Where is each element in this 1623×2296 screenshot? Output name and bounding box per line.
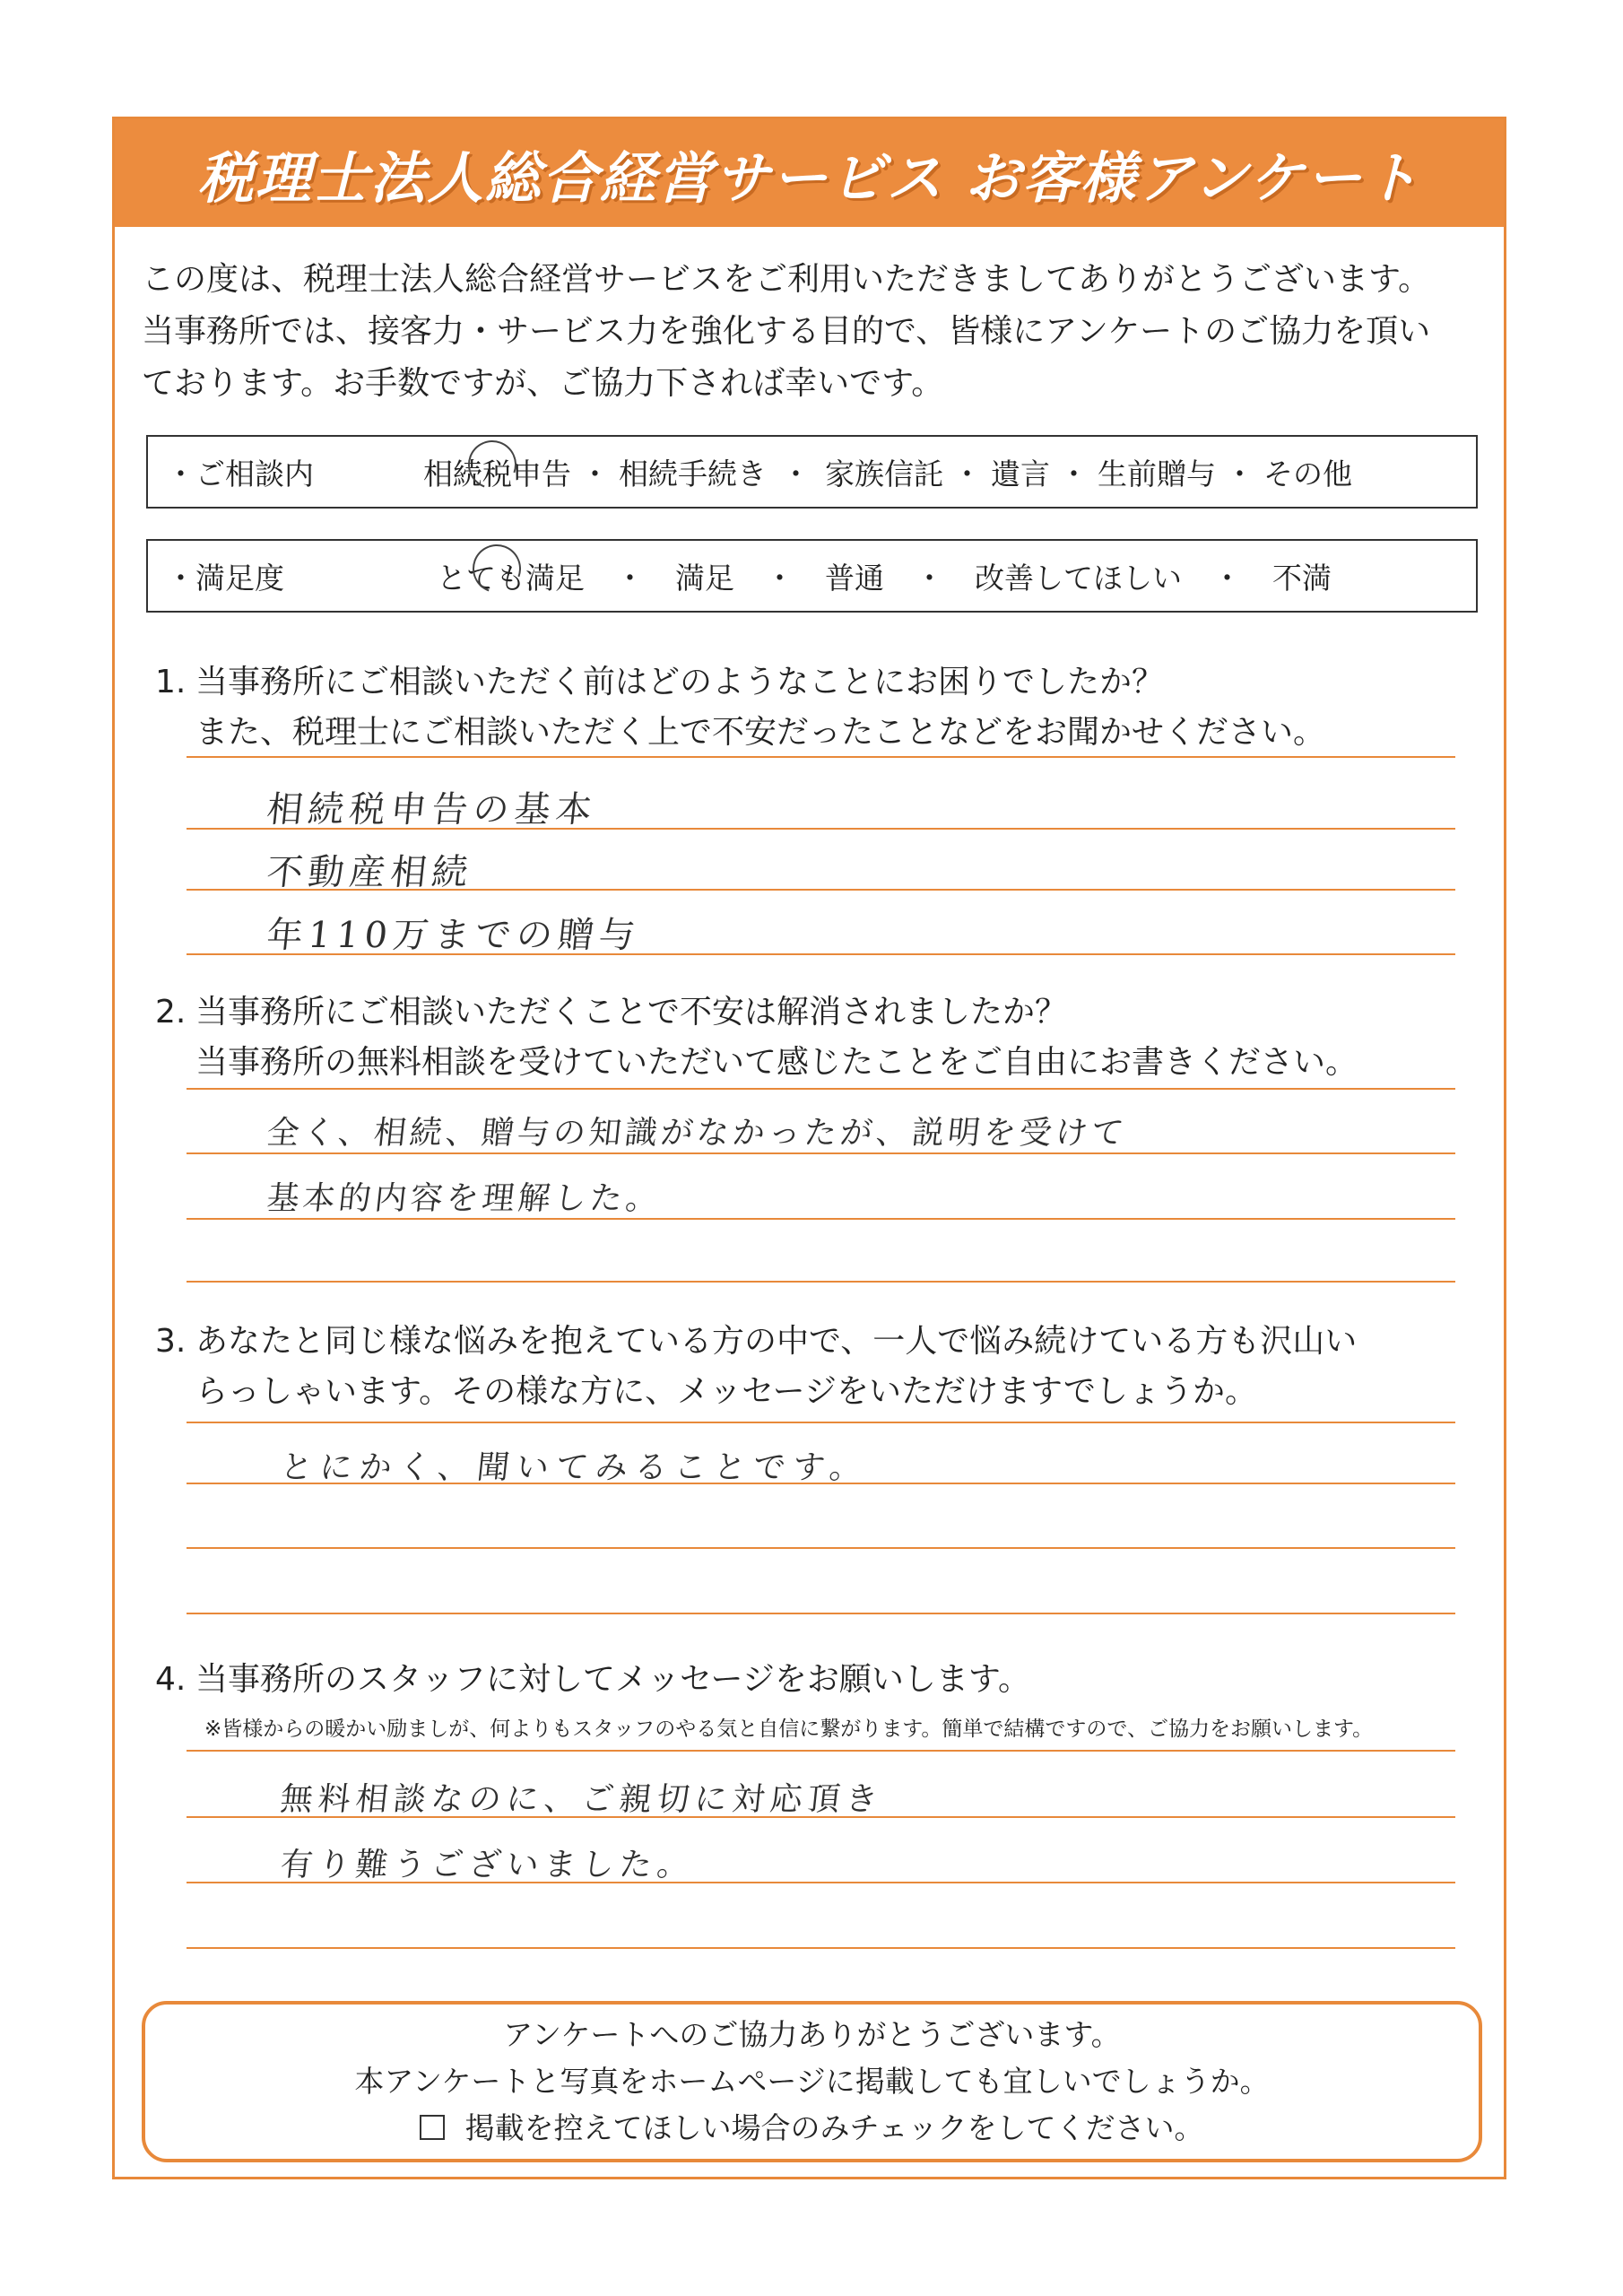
consult-option-inheritance-tax[interactable]: 相続税申告 [423,451,571,493]
satisfaction-option-needs-improvement[interactable]: 改善してほしい [975,560,1182,596]
option-separator: ・ [781,456,811,491]
satisfaction-option-very-satisfied[interactable]: とても満足 [437,555,585,597]
consult-option-family-trust[interactable]: 家族信託 [825,456,943,491]
answer-rule [187,889,1455,891]
satisfaction-option-normal[interactable]: 普通 [825,560,884,596]
intro-line: この度は、税理士法人総合経営サービスをご利用いただきましてありがとうございます。 [142,261,1431,298]
answer-rule [187,756,1455,758]
option-separator: ・ [1225,456,1254,491]
satisfaction-option-satisfied[interactable]: 満足 [675,560,734,596]
question-text: 当事務所にご相談いただく前はどのようなことにお困りでしたか？ [195,664,1165,700]
consult-option-inheritance-procedure[interactable]: 相続手続き [619,456,767,491]
consult-option-will[interactable]: 遺言 [991,456,1050,491]
question-4-note: ※皆様からの暖かい励ましが、何よりもスタッフのやる気と自信に繋がります。簡単で結構ですので、ご協力をお願いします。 [204,1718,1374,1741]
question-text: 当事務所の無料相談を受けていただいて感じたことをご自由にお書きください。 [195,1044,1358,1081]
answer-rule [187,1947,1455,1949]
question-text: あなたと同じ様な悩みを抱えている方の中で、一人で悩み続けている方も沢山い [195,1323,1358,1360]
question-text: らっしゃいます。その様な方に、メッセージをいただけますでしょうか。 [195,1373,1258,1410]
option-separator: ・ [1059,456,1089,491]
answer-rule [187,1422,1455,1423]
intro-line: ております。お手数ですが、ご協力下されば幸いです。 [142,365,944,402]
answer-rule [187,1088,1455,1090]
satisfaction-label: ・満足度 [166,560,284,596]
handwritten-answer: 基本的内容を理解した。 [265,1180,664,1217]
question-number: 4. [155,1661,187,1698]
closing-box [142,2001,1482,2162]
satisfaction-box [146,539,1478,613]
answer-rule [187,1281,1455,1283]
question-text: 当事務所のスタッフに対してメッセージをお願いします。 [195,1661,1030,1698]
question-number: 1. [155,664,187,700]
answer-rule [187,1613,1455,1614]
consult-option-gift[interactable]: 生前贈与 [1098,456,1216,491]
handwritten-answer: 不動産相続 [265,852,476,893]
handwritten-answer: 相続税申告の基本 [265,789,600,831]
question-text: また、税理士にご相談いただく上で不安だったことなどをお聞かせください。 [195,714,1326,751]
option-separator: ・ [580,456,610,491]
closing-thanks: アンケートへのご協力ありがとうございます。 [503,2017,1121,2052]
handwritten-answer: 全く、相続、贈与の知識がなかったが、説明を受けて [265,1115,1130,1152]
closing-permission-question: 本アンケートと写真をホームページに掲載しても宜しいでしょうか。 [354,2064,1270,2099]
answer-rule [187,1816,1455,1818]
answer-rule [187,828,1455,830]
question-text: 当事務所にご相談いただくことで不安は解消されましたか？ [195,994,1068,1031]
handwritten-answer: 有り難うございました。 [278,1847,697,1883]
publish-optout-label: 掲載を控えてほしい場合のみチェックをしてください。 [464,2110,1204,2145]
answer-rule [187,1152,1455,1154]
option-separator: ・ [765,560,794,596]
answer-rule [187,1750,1455,1752]
question-number: 3. [155,1323,187,1360]
answer-rule [187,953,1455,955]
handwritten-answer: とにかく、聞いてみることです。 [278,1449,872,1486]
survey-sheet [112,117,1506,2179]
publish-optout-row [145,2105,1479,2152]
option-separator: ・ [1212,560,1242,596]
satisfaction-option-dissatisfied[interactable]: 不満 [1272,560,1332,596]
question-3 [155,1317,1500,1417]
option-separator: ・ [615,560,645,596]
question-2 [155,987,1500,1088]
publish-optout-checkbox[interactable] [420,2115,445,2140]
question-number: 2. [155,994,187,1031]
question-1 [155,657,1500,758]
option-separator: ・ [915,560,944,596]
consult-option-other[interactable]: その他 [1263,456,1352,491]
handwritten-answer: 年110万までの贈与 [265,915,643,956]
answer-rule [187,1483,1455,1484]
answer-rule [187,1882,1455,1883]
question-4 [155,1655,1500,1705]
answer-rule [187,1218,1455,1220]
answer-rule [187,1547,1455,1549]
intro-text [142,254,1487,410]
consult-type-box [146,435,1478,509]
survey-title: 税理士法人総合経営サービス お客様アンケート [197,144,1421,211]
title-band [115,119,1504,227]
handwritten-answer: 無料相談なのに、ご親切に対応頂き [278,1781,885,1818]
option-separator: ・ [952,456,982,491]
intro-line: 当事務所では、接客力・サービス力を強化する目的で、皆様にアンケートのご協力を頂い [142,313,1431,350]
consult-type-label: ・ご相談内 [166,456,314,491]
